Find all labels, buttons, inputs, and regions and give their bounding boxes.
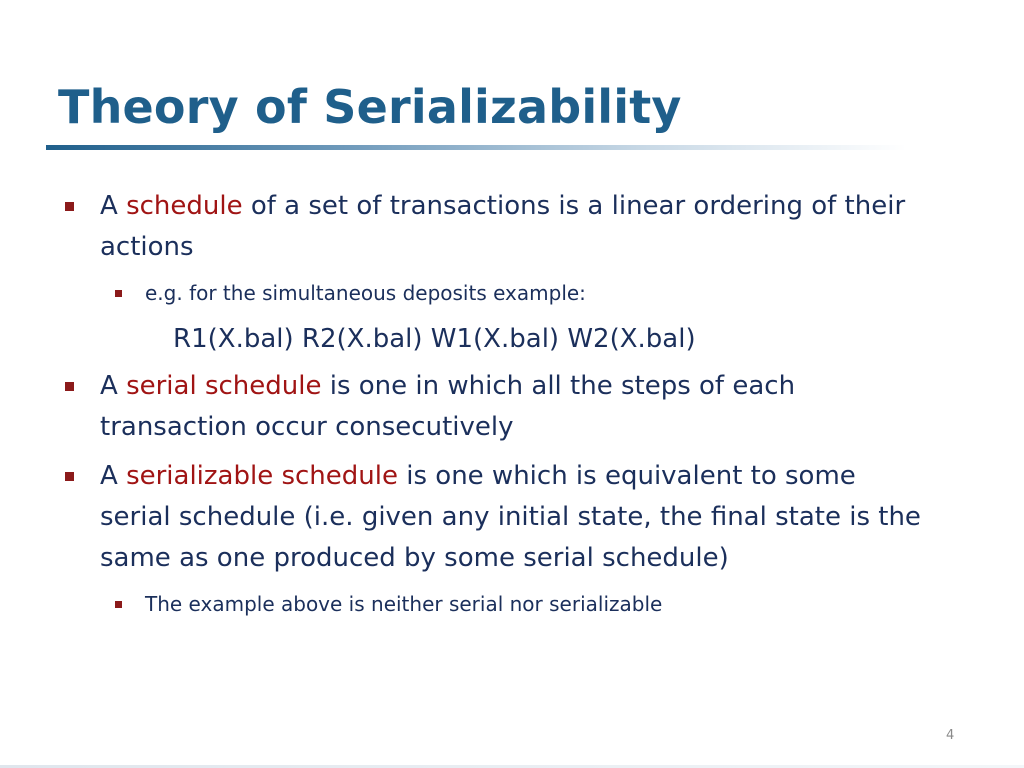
term-serializable-schedule: serializable schedule (126, 461, 398, 491)
bullet-text: transaction occur consecutively (100, 412, 514, 442)
bullet-serializable-schedule-line2 (100, 497, 921, 538)
bullet-text: of a set of transactions is a linear ordering of their (242, 191, 906, 221)
bullet-schedule-definition-continued (100, 227, 194, 268)
sub-bullet-example-conclusion (145, 589, 662, 619)
sub-bullet-example-intro (145, 278, 586, 308)
bullet-serial-schedule (100, 366, 795, 407)
square-bullet-icon (115, 601, 122, 608)
title-underline (46, 145, 906, 150)
bullet-prefix: A (100, 191, 127, 221)
slide-title: Theory of Serializability (58, 80, 682, 134)
square-bullet-icon (65, 472, 74, 481)
bullet-text: actions (100, 232, 194, 262)
bullet-serializable-schedule (100, 456, 856, 497)
schedule-example: R1(X.bal) R2(X.bal) W1(X.bal) W2(X.bal) (173, 324, 696, 354)
bullet-serial-schedule-continued (100, 407, 513, 448)
page-number: 4 (946, 728, 955, 743)
square-bullet-icon (65, 202, 74, 211)
sub-bullet-text: e.g. for the simultaneous deposits example: (145, 281, 586, 305)
bullet-text: same as one produced by some serial schedule) (100, 543, 729, 573)
square-bullet-icon (65, 382, 74, 391)
bullet-serializable-schedule-line3 (100, 538, 729, 579)
term-schedule: schedule (126, 191, 243, 221)
term-serial-schedule: serial schedule (126, 371, 322, 401)
bullet-text: serial schedule (i.e. given any initial state, the final state is the (100, 502, 921, 532)
bullet-prefix: A (100, 371, 127, 401)
square-bullet-icon (115, 290, 122, 297)
bullet-prefix: A (100, 461, 127, 491)
sub-bullet-text: The example above is neither serial nor serializable (145, 592, 663, 616)
bullet-schedule-definition (100, 186, 905, 227)
bullet-text: is one in which all the steps of each (321, 371, 796, 401)
bullet-text: is one which is equivalent to some (397, 461, 856, 491)
